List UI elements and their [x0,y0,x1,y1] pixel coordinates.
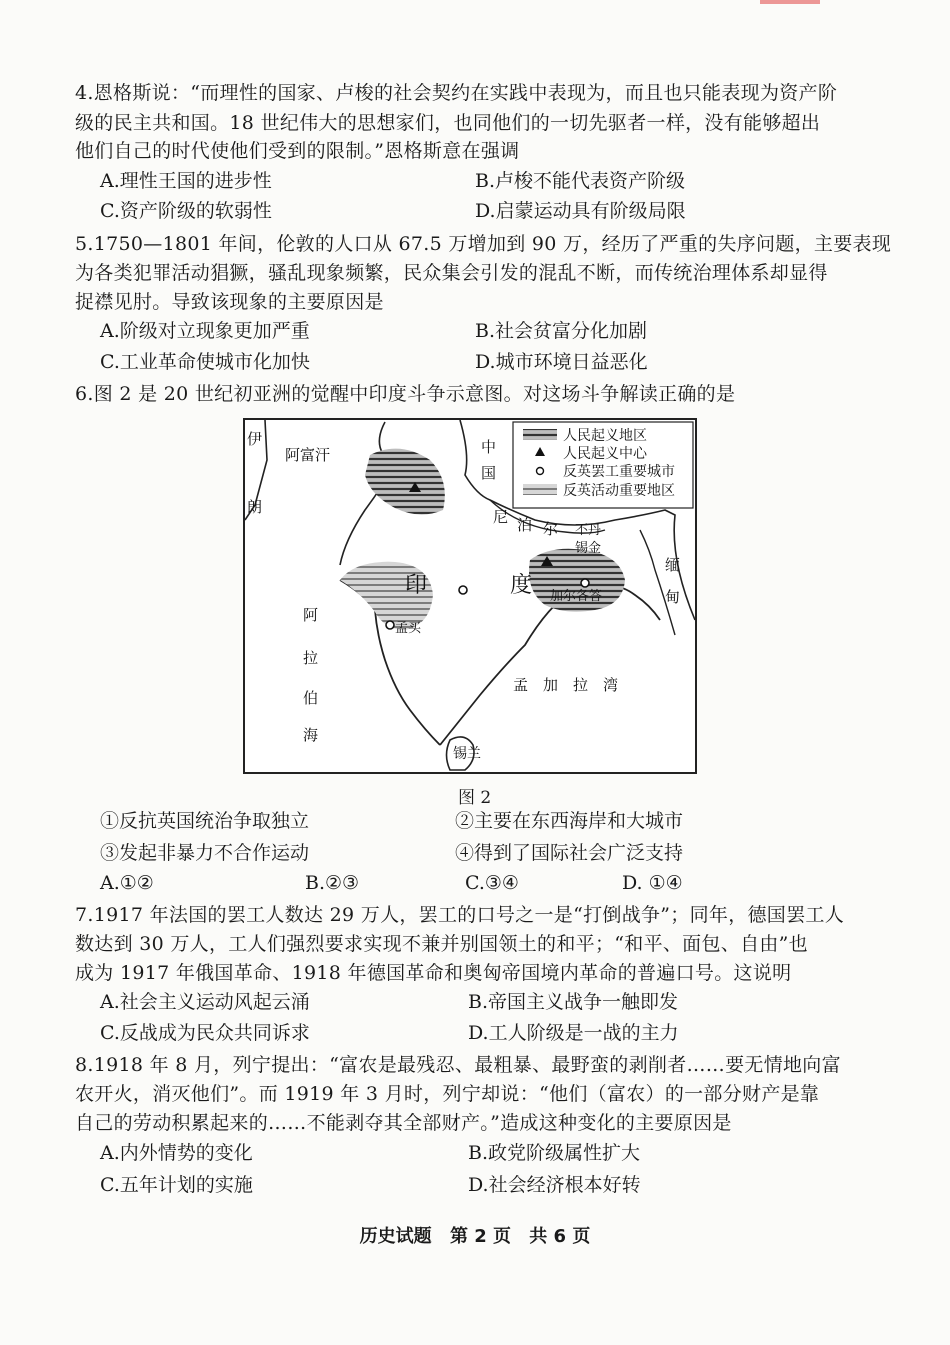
statement-4: ④得到了国际社会广泛支持 [455,842,684,864]
decorative-mark [760,0,820,4]
option-d[interactable]: D.启蒙运动具有阶级局限 [475,200,686,222]
label-bhutan: 不丹 [575,523,602,538]
label-arabian-sea-4: 海 [303,726,319,744]
label-bombay: 孟买 [395,621,422,636]
option-c[interactable]: C.反战成为民众共同诉求 [100,1022,310,1044]
option-b[interactable]: B.社会贫富分化加剧 [475,320,648,342]
label-india-2: 度 [510,573,533,598]
label-sikkim: 锡金 [575,541,602,556]
option-a[interactable]: A.理性王国的进步性 [100,170,272,192]
label-china-2: 国 [481,464,497,482]
option-b[interactable]: B.②③ [305,872,360,894]
burma-border [640,530,675,635]
option-a[interactable]: A.阶级对立现象更加严重 [100,320,310,342]
label-ceylon: 锡兰 [453,746,481,762]
question-text-line: 6.图 2 是 20 世纪初亚洲的觉醒中印度斗争示意图。对这场斗争解读正确的是 [75,383,736,405]
option-d[interactable]: D.社会经济根本好转 [468,1174,641,1196]
statement-3: ③发起非暴力不合作运动 [100,842,310,864]
option-b[interactable]: B.卢梭不能代表资产阶级 [475,170,686,192]
label-burma-1: 缅 [665,556,681,574]
option-b[interactable]: B.政党阶级属性扩大 [468,1142,641,1164]
punjab-uprising-area [365,449,445,515]
label-nepal-1: 尼 [493,508,509,526]
option-c[interactable]: C.五年计划的实施 [100,1174,253,1196]
strike-city-calcutta [581,579,589,587]
label-arabian-sea-1: 阿 [303,606,319,624]
label-china-1: 中 [481,438,497,456]
question-text-line: 4.恩格斯说：“而理性的国家、卢梭的社会契约在实践中表现为，而且也只能表现为资产阶 [75,82,838,104]
option-d[interactable]: D.工人阶级是一战的主力 [468,1022,679,1044]
label-india-1: 印 [405,573,428,598]
question-text-line: 8.1918 年 8 月，列宁提出：“富农是最残忍、最粗暴、最野蛮的剥削者……要无情地向富 [75,1054,841,1076]
statement-2: ②主要在东西海岸和大城市 [455,810,684,832]
option-c[interactable]: C.③④ [465,872,519,894]
question-text-line: 级的民主共和国。18 世纪伟大的思想家们，也同他们的一切先驱者一样，没有能够超出 [75,112,821,134]
label-iran-2: 朗 [247,498,263,516]
legend-strike-city: 反英罢工重要城市 [563,464,675,480]
option-d[interactable]: D.城市环境日益恶化 [475,351,648,373]
option-c[interactable]: C.工业革命使城市化加快 [100,351,310,373]
strike-city-central [459,586,467,594]
label-arabian-sea-2: 拉 [303,649,319,667]
question-text-line: 5.1750—1801 年间，伦敦的人口从 67.5 万增加到 90 万，经历了严重的失序问题，主要表现 [75,233,892,255]
option-d[interactable]: D. ①④ [622,872,683,894]
label-nepal-3: 尔 [543,520,559,538]
label-arabian-sea-3: 伯 [303,689,319,707]
footer-page: 第 2 页 [449,1226,511,1247]
map-legend [513,422,693,508]
strike-city-bombay [386,621,394,629]
page-footer [0,1222,950,1248]
option-a[interactable]: A.①② [100,872,154,894]
india-struggle-map [243,418,697,774]
legend-uprising-area: 人民起义地区 [563,428,647,444]
label-burma-2: 甸 [665,588,681,606]
footer-total: 共 6 页 [529,1226,591,1247]
statement-1: ①反抗英国统治争取独立 [100,810,310,832]
legend-activity-area: 反英活动重要地区 [563,483,675,499]
question-text-line: 为各类犯罪活动猖獗，骚乱现象频繁，民众集会引发的混乱不断，而传统治理体系却显得 [75,262,828,284]
label-iran-1: 伊 [247,430,263,448]
option-c[interactable]: C.资产阶级的软弱性 [100,200,272,222]
question-text-line: 农开火，消灭他们”。而 1919 年 3 月时，列宁却说：“他们（富农）的一部分财产是靠 [75,1083,820,1105]
india-east-coast [440,586,660,745]
label-calcutta: 加尔各答 [550,589,603,604]
question-text-line: 自己的劳动积累起来的……不能剥夺其全部财产。”造成这种变化的主要原因是 [75,1112,732,1134]
label-nepal-2: 泊 [517,516,533,534]
footer-subject: 历史试题 [359,1226,432,1247]
question-text-line: 成为 1917 年俄国革命、1918 年德国革命和奥匈帝国境内革命的普遍口号。这说明 [75,962,792,984]
option-b[interactable]: B.帝国主义战争一触即发 [468,991,679,1013]
map-drawing [245,420,695,772]
map-caption: 图 2 [458,788,492,808]
question-text-line: 他们自己的时代使他们受到的限制。”恩格斯意在强调 [75,140,520,162]
label-bay-of-bengal: 孟 加 拉 湾 [513,676,619,694]
question-text-line: 数达到 30 万人，工人们强烈要求实现不兼并别国领土的和平；“和平、面包、自由”也 [75,933,808,955]
option-a[interactable]: A.社会主义运动风起云涌 [100,991,310,1013]
question-text-line: 捉襟见肘。导致该现象的主要原因是 [75,291,384,313]
option-a[interactable]: A.内外情势的变化 [100,1142,253,1164]
legend-uprising-center: 人民起义中心 [563,446,647,462]
question-text-line: 7.1917 年法国的罢工人数达 29 万人，罢工的口号之一是“打倒战争”；同年，德国罢工人 [75,904,845,926]
label-afghanistan: 阿富汗 [285,446,331,464]
